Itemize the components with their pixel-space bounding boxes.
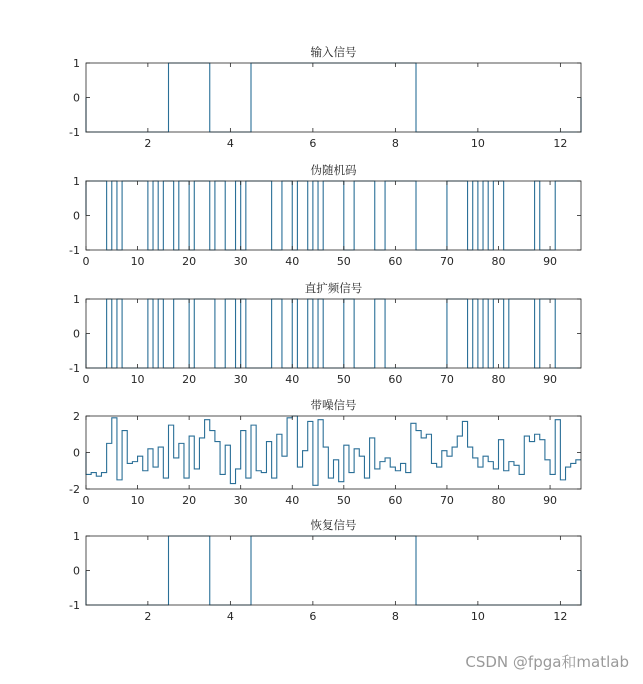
x-tick-label: 30 <box>233 255 248 268</box>
subplot-5 <box>69 518 581 623</box>
x-tick-label: 10 <box>130 373 145 386</box>
x-tick-label: 60 <box>388 373 403 386</box>
x-tick-label: 0 <box>82 373 90 386</box>
y-tick-label: 0 <box>73 446 80 460</box>
y-tick-label: 0 <box>73 209 80 223</box>
x-tick-label: 40 <box>285 255 300 268</box>
x-tick-label: 60 <box>388 494 403 507</box>
x-tick-label: 50 <box>336 373 351 386</box>
x-tick-label: 10 <box>470 610 485 623</box>
x-tick-label: 70 <box>439 373 454 386</box>
x-tick-label: 70 <box>439 494 454 507</box>
y-tick-label: 0 <box>73 91 80 105</box>
x-tick-label: 20 <box>182 373 197 386</box>
x-tick-label: 40 <box>285 373 300 386</box>
x-tick-label: 90 <box>543 373 558 386</box>
x-tick-label: 6 <box>309 610 317 623</box>
axes-box-5 <box>86 536 581 605</box>
series-line-2 <box>86 181 581 250</box>
x-tick-label: 10 <box>130 255 145 268</box>
x-tick-label: 10 <box>130 494 145 507</box>
y-tick-label: -1 <box>69 599 80 612</box>
series-line-5 <box>86 536 581 605</box>
x-tick-label: 90 <box>543 255 558 268</box>
subplot-1 <box>69 45 581 150</box>
x-tick-label: 4 <box>226 610 234 623</box>
x-tick-label: 50 <box>336 255 351 268</box>
x-tick-label: 60 <box>388 255 403 268</box>
y-tick-label: -1 <box>69 244 80 257</box>
y-tick-label: -1 <box>69 126 80 139</box>
subplot-title-3: 直扩频信号 <box>304 281 363 295</box>
x-tick-label: 50 <box>336 494 351 507</box>
x-tick-label: 80 <box>491 373 506 386</box>
subplot-title-2: 伪随机码 <box>310 163 357 177</box>
y-tick-label: -1 <box>69 362 80 375</box>
x-tick-label: 20 <box>182 494 197 507</box>
x-tick-label: 8 <box>391 610 399 623</box>
y-tick-label: 1 <box>73 530 80 543</box>
axes-box-3 <box>86 299 581 368</box>
subplot-4 <box>69 398 581 507</box>
x-tick-label: 0 <box>82 255 90 268</box>
y-tick-label: 2 <box>73 410 80 423</box>
y-tick-label: 1 <box>73 293 80 306</box>
y-tick-label: 0 <box>73 564 80 578</box>
series-line-4 <box>86 416 581 485</box>
x-tick-label: 20 <box>182 255 197 268</box>
series-line-1 <box>86 63 581 132</box>
y-tick-label: 0 <box>73 327 80 341</box>
y-tick-label: 1 <box>73 57 80 70</box>
x-tick-label: 12 <box>553 610 568 623</box>
watermark-text: CSDN @fpga和matlab <box>465 653 629 671</box>
x-tick-label: 90 <box>543 494 558 507</box>
x-tick-label: 80 <box>491 255 506 268</box>
axes-box-2 <box>86 181 581 250</box>
x-tick-label: 10 <box>470 137 485 150</box>
subplot-title-4: 带噪信号 <box>310 398 357 412</box>
x-tick-label: 30 <box>233 373 248 386</box>
x-tick-label: 8 <box>391 137 399 150</box>
x-tick-label: 4 <box>226 137 234 150</box>
x-tick-label: 40 <box>285 494 300 507</box>
x-tick-label: 6 <box>309 137 317 150</box>
y-tick-label: 1 <box>73 175 80 188</box>
x-tick-label: 2 <box>144 610 152 623</box>
subplot-title-1: 输入信号 <box>310 45 357 59</box>
subplot-title-5: 恢复信号 <box>310 518 357 532</box>
x-tick-label: 12 <box>553 137 568 150</box>
subplot-2 <box>69 163 581 268</box>
x-tick-label: 0 <box>82 494 90 507</box>
y-tick-label: -2 <box>69 483 80 496</box>
x-tick-label: 80 <box>491 494 506 507</box>
subplot-3 <box>69 281 581 386</box>
x-tick-label: 70 <box>439 255 454 268</box>
x-tick-label: 2 <box>144 137 152 150</box>
x-tick-label: 30 <box>233 494 248 507</box>
series-line-3 <box>86 299 581 368</box>
axes-box-1 <box>86 63 581 132</box>
